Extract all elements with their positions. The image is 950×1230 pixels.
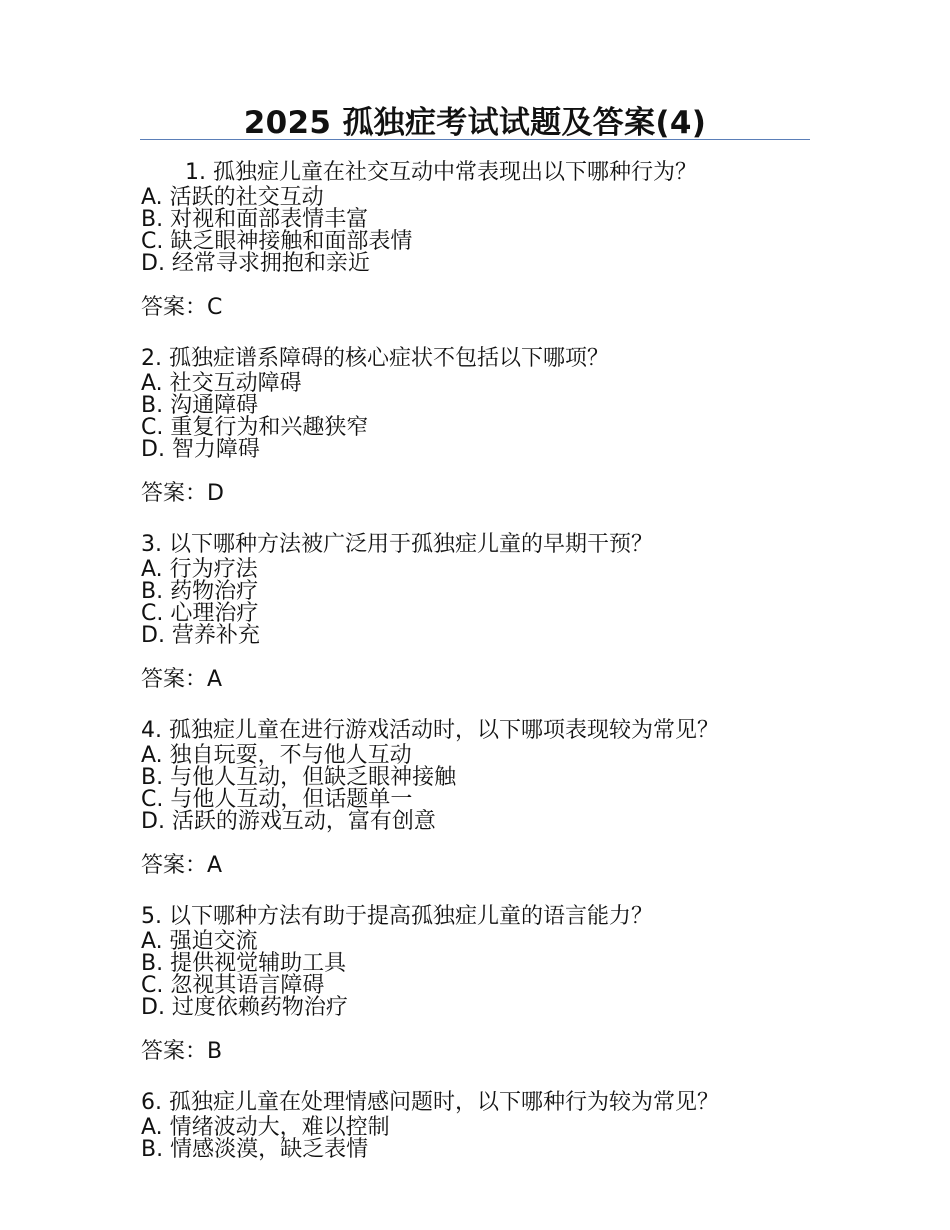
option-b: B. 药物治疗: [141, 579, 259, 604]
option-b: B. 提供视觉辅助工具: [141, 951, 347, 976]
option-b: B. 沟通障碍: [141, 393, 259, 418]
question-3: [141, 531, 841, 694]
option-c: C. 与他人互动，但话题单一: [141, 787, 413, 812]
answer-line: 答案：D: [141, 481, 224, 506]
option-a: A. 活跃的社交互动: [141, 185, 324, 210]
question-stem: 1. 孤独症儿童在社交互动中常表现出以下哪种行为？: [185, 160, 697, 185]
option-b: B. 对视和面部表情丰富: [141, 207, 369, 232]
option-c: C. 重复行为和兴趣狭窄: [141, 415, 369, 440]
option-c: C. 缺乏眼神接触和面部表情: [141, 229, 413, 254]
option-d: D. 智力障碍: [141, 437, 260, 462]
option-d: D. 过度依赖药物治疗: [141, 995, 348, 1020]
option-a: A. 强迫交流: [141, 929, 258, 954]
answer-line: 答案：A: [141, 667, 223, 692]
question-stem: 3. 以下哪种方法被广泛用于孤独症儿童的早期干预？: [141, 532, 653, 557]
option-b: B. 情感淡漠，缺乏表情: [141, 1137, 369, 1162]
question-stem: 6. 孤独症儿童在处理情感问题时，以下哪种行为较为常见？: [141, 1090, 719, 1115]
option-a: A. 情绪波动大，难以控制: [141, 1115, 390, 1140]
answer-line: 答案：B: [141, 1039, 223, 1064]
option-b: B. 与他人互动，但缺乏眼神接触: [141, 765, 457, 790]
question-list: [141, 159, 841, 1161]
question-2: [141, 345, 841, 508]
option-d: D. 营养补充: [141, 623, 260, 648]
option-c: C. 忽视其语言障碍: [141, 973, 325, 998]
question-5: [141, 903, 841, 1066]
question-4: [141, 717, 841, 880]
option-a: A. 行为疗法: [141, 557, 258, 582]
question-6: [141, 1089, 841, 1161]
question-stem: 5. 以下哪种方法有助于提高孤独症儿童的语言能力？: [141, 904, 653, 929]
question-stem: 4. 孤独症儿童在进行游戏活动时，以下哪项表现较为常见？: [141, 718, 719, 743]
option-a: A. 社交互动障碍: [141, 371, 302, 396]
option-d: D. 活跃的游戏互动，富有创意: [141, 809, 436, 834]
option-c: C. 心理治疗: [141, 601, 259, 626]
question-stem: 2. 孤独症谱系障碍的核心症状不包括以下哪项？: [141, 346, 609, 371]
document-title: 2025 孤独症考试试题及答案(4): [243, 105, 707, 141]
answer-line: 答案：C: [141, 295, 223, 320]
answer-line: 答案：A: [141, 853, 223, 878]
option-a: A. 独自玩耍，不与他人互动: [141, 743, 412, 768]
title-underline: [140, 139, 810, 140]
option-d: D. 经常寻求拥抱和亲近: [141, 251, 370, 276]
question-1: [141, 159, 841, 322]
